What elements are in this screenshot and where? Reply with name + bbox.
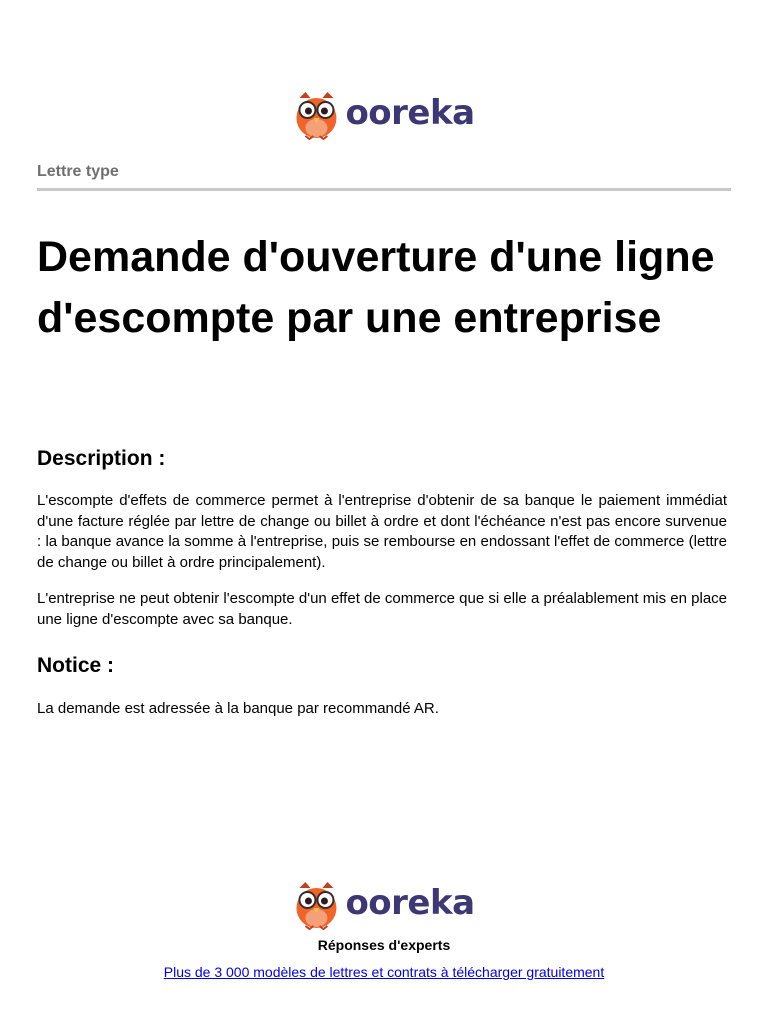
description-paragraph-2: L'entreprise ne peut obtenir l'escompte d'un effet de commerce que si elle a préalablement mis en place une ligne d'escompte avec sa banque.	[37, 590, 727, 628]
description-heading: Description :	[37, 447, 166, 470]
templates-download-link[interactable]: Plus de 3 000 modèles de lettres et contrats à télécharger gratuitement	[163, 964, 605, 980]
notice-heading: Notice :	[37, 654, 115, 677]
owl-logo-icon	[293, 880, 339, 930]
ooreka-logo-header	[293, 90, 474, 140]
logo-wordmark: ooreka	[345, 93, 475, 133]
description-paragraph-1: L'escompte d'effets de commerce permet à l'entreprise d'obtenir de sa banque le paiement immédiat d'une facture réglée par lettre de change ou billet à ordre et dont l'échéance n'est pas encore survenue : la banque avance la somme à l'entreprise, puis se rembourse en endossant l'effet de commerce (lettre de change ou billet à ordre principalement).	[37, 492, 727, 571]
notice-paragraph: La demande est adressée à la banque par recommandé AR.	[37, 700, 439, 717]
footer-tagline: Réponses d'experts	[317, 937, 451, 953]
logo-wordmark: ooreka	[345, 883, 475, 923]
footer-link-container	[0, 964, 768, 980]
owl-logo-icon	[293, 90, 339, 140]
ooreka-logo-footer	[293, 880, 474, 930]
page-title: Demande d'ouverture d'une ligne d'escompte par une entreprise	[37, 233, 715, 342]
header-divider	[37, 188, 731, 191]
document-type-label: Lettre type	[37, 163, 119, 180]
